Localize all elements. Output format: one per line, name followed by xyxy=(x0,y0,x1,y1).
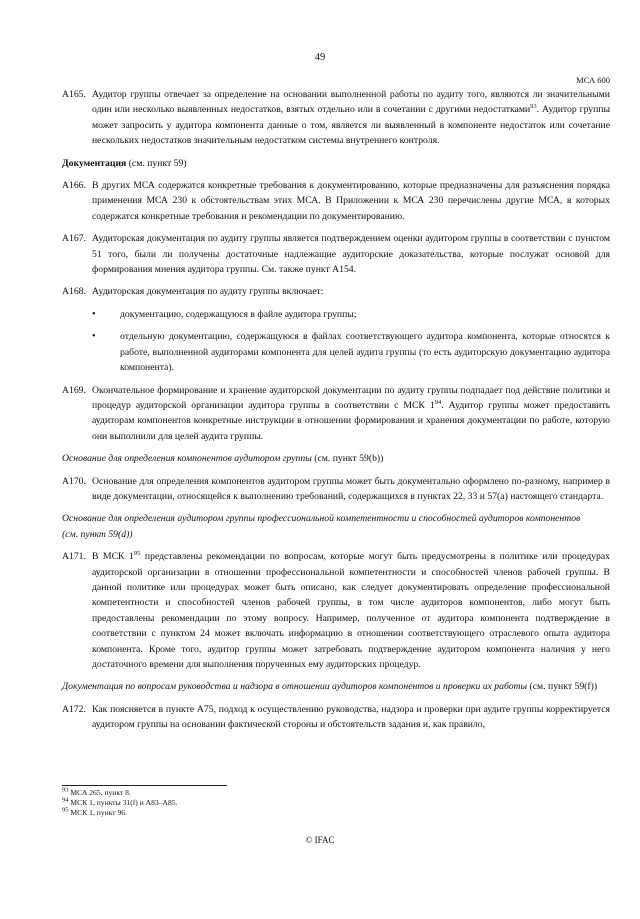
footnote: $^{93}$ МСА 265, пункт 8. xyxy=(62,786,131,797)
paragraph-a167 xyxy=(62,231,610,277)
paragraph-number: A167. xyxy=(62,233,86,245)
list-item: • документацию, содержащуюся в файле аудитора группы; xyxy=(92,307,610,322)
paragraph-number: A165. xyxy=(62,89,86,100)
paragraph-a170 xyxy=(62,474,610,505)
copyright-footer: © IFAC xyxy=(305,835,335,845)
paragraph-a169 xyxy=(62,383,610,445)
paragraph-text: Окончательное формирование и хранение аудиторской документации по аудиту группы подпадает под действие политики и процедур аудиторской организации аудитора группы в соответствии с МСК $1^{94}$. Аудитор группы может предоставить аудиторам компонентов конкретные инструкции в отношении формирования и хранения документации по работе, которую они выполнили для целей аудита группы. xyxy=(92,384,610,442)
paragraph-text: Основание для определения компонентов аудитором группы может быть документально оформлено по-разному, например в виде документации, относящейся к выполнению требований, содержащихся в пунктах 22, 33 и 57(a) настоящего стандарта. xyxy=(92,475,610,502)
section-heading-basis-components: Основание для определения компонентов аудитором группы (см. пункт 59(b)) xyxy=(62,453,384,465)
footnote: $^{95}$ МСК 1, пункт 96. xyxy=(62,806,128,817)
document-body xyxy=(62,87,610,740)
paragraph-text: В других МСА содержатся конкретные требования к документированию, которые предназначены для разъяснения порядка применения МСА 230 к обстоятельствам этих МСА. В Приложении к МСА 230 перечислены другие МСА, в которых содержатся конкретные требования и рекомендации по документированию. xyxy=(92,180,610,222)
footnote: $^{94}$ МСК 1, пункты 31(f) и A83–A85. xyxy=(62,796,178,807)
paragraph-text: Как поясняется в пункте A75, подход к осуществлению руководства, надзора и проверки при аудите группы корректируется аудитором группы на основании фактической стороны и обстоятельств задания и, как правило, xyxy=(92,703,610,731)
footnote-divider xyxy=(62,785,227,786)
paragraph-number: A169. xyxy=(62,384,86,396)
paragraph-number: A166. xyxy=(62,180,86,192)
footnote-ref: 93 xyxy=(530,103,537,111)
paragraph-text: В МСК $1^{95}$ представлены рекомендации по вопросам, которые могут быть предусмотрены в политике или процедурах аудиторской организации в отношении профессиональной компетентности и способностей членов рабочей группы. В данной политике или процедурах может быть описано, как следует документировать определение профессиональной компетентности и способностей членов рабочей группы, в том числе аудиторов компонентов, либо могут быть предоставлены рекомендации по этому вопросу. Например, полученное от аудитора компонента подтверждение в соответствии с пунктом 24 может включать информацию в отношении соответствующего отраслевого опыта аудитора компонента. Кроме того, аудитор группы может затребовать подтверждение аудитором компонента наличия у него достаточного времени для выполнения порученных ему аудиторских процедур. xyxy=(92,549,610,670)
paragraph-a172 xyxy=(62,702,610,733)
paragraph-number: A168. xyxy=(62,286,86,298)
bullet-icon: • xyxy=(92,308,96,320)
section-heading-supervision: Документация по вопросам руководства и надзора в отношении аудиторов компонентов и проверки их работы (см. пункт 59(f)) xyxy=(62,681,598,693)
section-heading-documentation: Документация (см. пункт 59) xyxy=(62,157,187,169)
paragraph-text: Аудитор группы отвечает за определение на основании выполненной работы по аудиту того, являются ли значительными один или несколько выявленных недостатков, взятых отдельно или в сочетании с другими недостатками$^{93}$. Аудитор группы может запросить у аудитора компонента данные о том, является ли выявленный в компоненте недостаток или сочетание нескольких недостатков значительным недостатком системы внутреннего контроля. xyxy=(92,89,611,147)
paragraph-number: A172. xyxy=(62,703,86,715)
page-number: 49 xyxy=(314,52,326,63)
list-item: • отдельную документацию, содержащуюся в файлах соответствующего аудитора компонента, которые относятся к работе, выполненной аудиторами компонента для целей аудита группы (то есть аудиторскую документацию аудитора компонента). xyxy=(92,329,610,375)
paragraph-a168 xyxy=(62,284,610,299)
paragraph-text: Аудиторская документация по аудиту группы включает: xyxy=(92,286,324,298)
footnotes xyxy=(62,788,562,818)
paragraph-number: A170. xyxy=(62,475,86,487)
footnote-ref: 94 xyxy=(434,398,442,406)
paragraph-text: Аудиторская документация по аудиту группы является подтверждением оценки аудитором группы в соответствии с пунктом 51 того, были ли получены достаточные надлежащие аудиторские доказательства, которые послужат основой для формирования мнения аудитора группы. См. также пункт A154. xyxy=(92,233,610,276)
bullet-icon: • xyxy=(92,331,96,343)
footnote-ref: 95 xyxy=(133,549,141,557)
paragraph-a166 xyxy=(62,178,610,224)
standard-label: МСА 600 xyxy=(576,75,610,85)
paragraph-a165 xyxy=(62,87,610,149)
paragraph-number: A171. xyxy=(62,551,86,563)
paragraph-a171 xyxy=(62,549,610,672)
section-heading-competence: Основание для определения аудитором группы профессиональной компетентности и способностей аудиторов компонентов (см. пункт 59(d)) xyxy=(62,513,581,540)
